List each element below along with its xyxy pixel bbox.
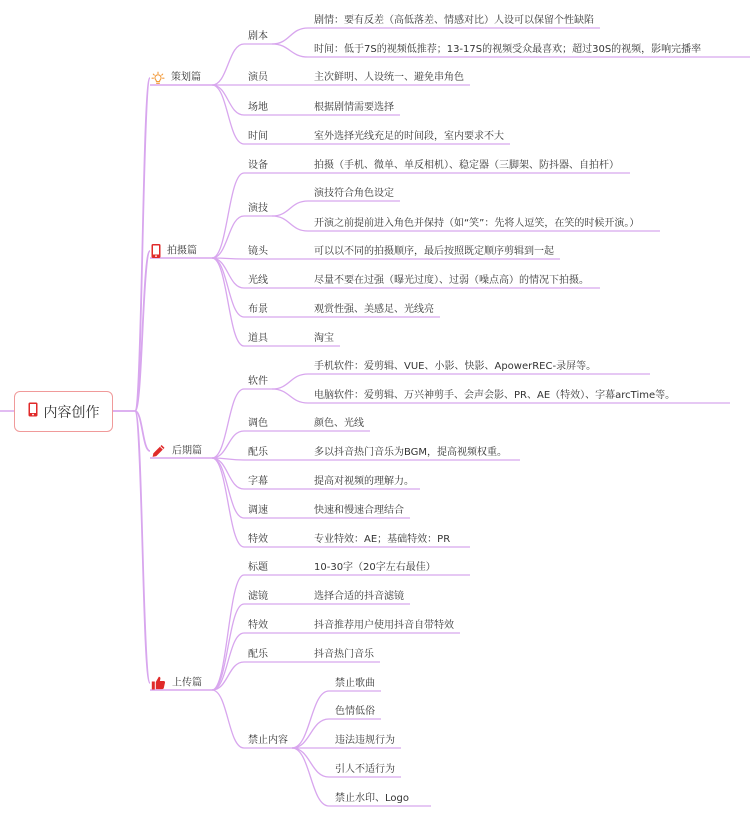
item-演员[interactable]: 演员 [248, 72, 268, 83]
root-label: 内容创作 [43, 404, 100, 421]
thumbs-up-icon [151, 676, 166, 691]
item-禁止内容[interactable]: 禁止内容 [248, 735, 288, 746]
leaf-node[interactable]: 根据剧情需要选择 [314, 102, 394, 113]
item-配乐[interactable]: 配乐 [248, 649, 268, 660]
leaf-node[interactable]: 观赏性强、美感足、光线亮 [314, 304, 434, 315]
item-镜头[interactable]: 镜头 [248, 246, 268, 257]
leaf-node[interactable]: 引人不适行为 [335, 764, 395, 775]
phone-icon [151, 244, 161, 259]
leaf-node[interactable]: 室外选择光线充足的时间段，室内要求不大 [314, 131, 504, 142]
item-字幕[interactable]: 字幕 [248, 476, 268, 487]
item-布景[interactable]: 布景 [248, 304, 268, 315]
category-label: 拍摄篇 [167, 245, 197, 256]
item-道具[interactable]: 道具 [248, 333, 268, 344]
lightbulb-icon [151, 71, 165, 85]
pencil-icon [151, 444, 166, 459]
category-1[interactable] [151, 71, 201, 85]
category-label: 后期篇 [172, 445, 202, 456]
leaf-node[interactable]: 可以以不同的拍摄顺序，最后按照既定顺序剪辑到一起 [314, 246, 554, 257]
leaf-node[interactable]: 颜色、光线 [314, 418, 364, 429]
leaf-node[interactable]: 禁止水印、Logo [335, 793, 409, 804]
leaf-node[interactable]: 专业特效：AE；基础特效：PR [314, 534, 451, 545]
item-演技[interactable]: 演技 [248, 203, 268, 214]
category-2[interactable] [151, 244, 197, 259]
leaf-node[interactable]: 主次鲜明、人设统一、避免串角色 [314, 72, 464, 83]
leaf-node[interactable]: 提高对视频的理解力。 [314, 476, 414, 487]
root-node[interactable] [14, 391, 113, 432]
item-调色[interactable]: 调色 [248, 418, 268, 429]
item-特效[interactable]: 特效 [248, 620, 268, 631]
item-滤镜[interactable]: 滤镜 [248, 591, 268, 602]
category-label: 策划篇 [171, 72, 201, 83]
category-label: 上传篇 [172, 677, 202, 688]
item-调速[interactable]: 调速 [248, 505, 268, 516]
leaf-node[interactable]: 演技符合角色设定 [314, 188, 394, 199]
item-配乐[interactable]: 配乐 [248, 447, 268, 458]
leaf-node[interactable]: 电脑软件：爱剪辑、万兴神剪手、会声会影、PR、AE（特效）、字幕arcTime等。 [314, 390, 676, 401]
leaf-node[interactable]: 开演之前提前进入角色并保持（如“笑”：先将人逗笑，在笑的时候开演。） [314, 218, 640, 229]
item-软件[interactable]: 软件 [248, 376, 268, 387]
leaf-node[interactable]: 淘宝 [314, 333, 334, 344]
item-光线[interactable]: 光线 [248, 275, 268, 286]
item-特效[interactable]: 特效 [248, 534, 268, 545]
leaf-node[interactable]: 抖音热门音乐 [314, 649, 374, 660]
leaf-node[interactable]: 尽量不要在过强（曝光过度）、过弱（噪点高）的情况下拍摄。 [314, 275, 589, 286]
leaf-node[interactable]: 选择合适的抖音滤镜 [314, 591, 404, 602]
item-场地[interactable]: 场地 [248, 102, 268, 113]
category-3[interactable] [151, 444, 202, 459]
leaf-node[interactable]: 时间：低于7S的视频低推荐；13-17S的视频受众最喜欢；超过30S的视频，影响完播率 [314, 44, 702, 55]
leaf-node[interactable]: 剧情：要有反差（高低落差、情感对比）人设可以保留个性缺陷 [314, 15, 594, 26]
leaf-node[interactable]: 违法违规行为 [335, 735, 395, 746]
item-时间[interactable]: 时间 [248, 131, 268, 142]
item-设备[interactable]: 设备 [248, 160, 268, 171]
leaf-node[interactable]: 色情低俗 [335, 706, 375, 717]
leaf-node[interactable]: 多以抖音热门音乐为BGM，提高视频权重。 [314, 447, 508, 458]
leaf-node[interactable]: 快速和慢速合理结合 [314, 505, 404, 516]
item-剧本[interactable]: 剧本 [248, 31, 268, 42]
leaf-node[interactable]: 禁止歌曲 [335, 678, 375, 689]
leaf-node[interactable]: 10-30字（20字左右最佳） [314, 562, 436, 573]
phone-icon [28, 402, 38, 421]
leaf-node[interactable]: 拍摄（手机、微单、单反相机）、稳定器（三脚架、防抖器、自拍杆） [314, 160, 619, 171]
leaf-node[interactable]: 抖音推荐用户使用抖音自带特效 [314, 620, 454, 631]
category-4[interactable] [151, 676, 202, 691]
item-标题[interactable]: 标题 [248, 562, 268, 573]
leaf-node[interactable]: 手机软件：爱剪辑、VUE、小影、快影、ApowerREC-录屏等。 [314, 361, 597, 372]
